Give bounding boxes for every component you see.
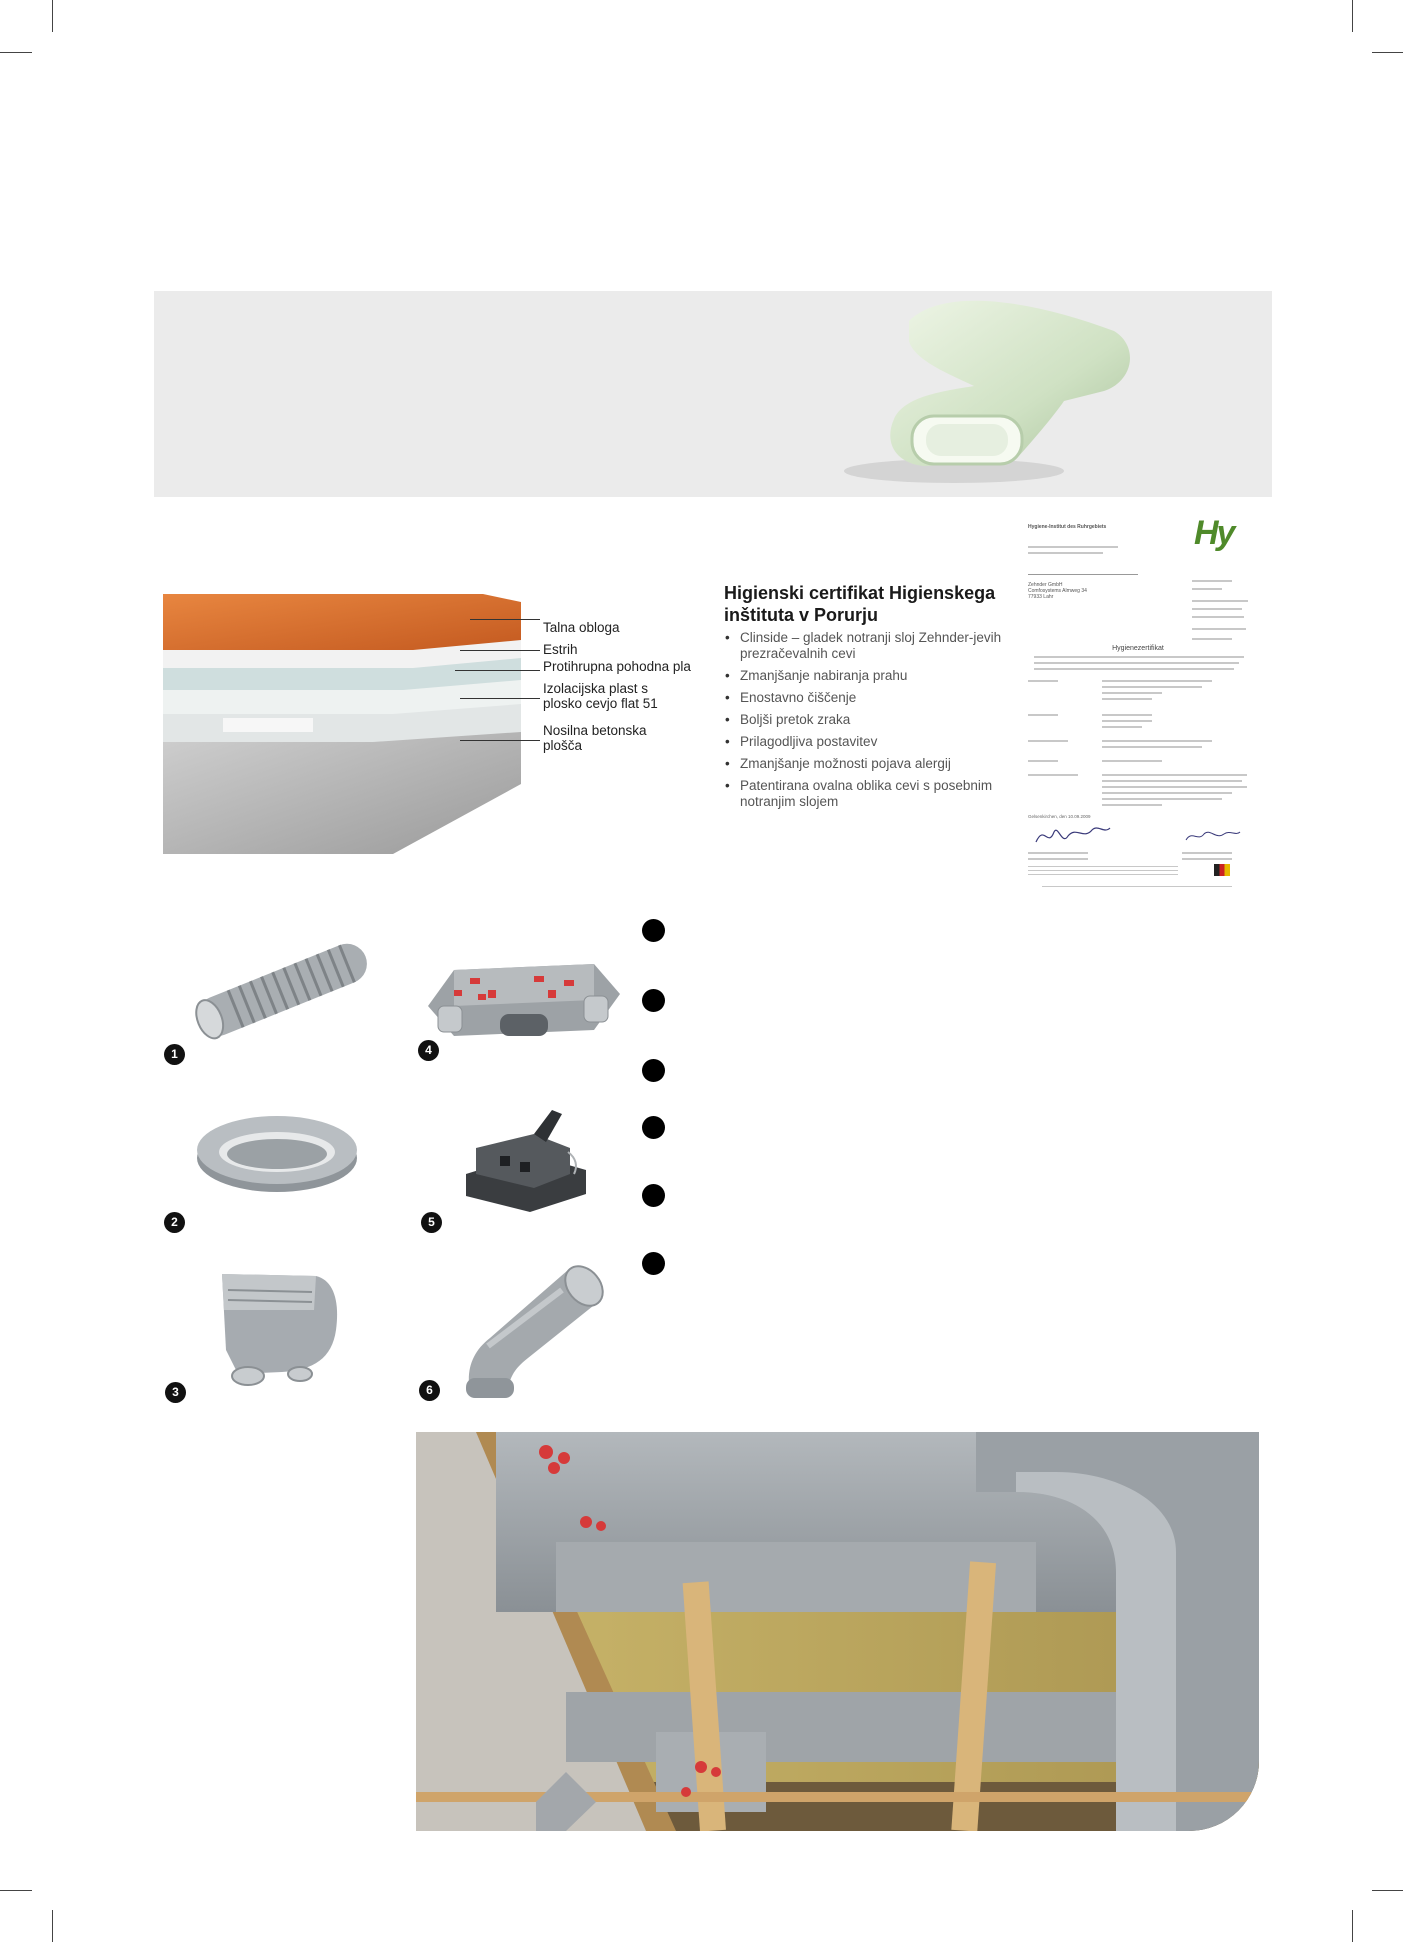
certificate-title: Hygienezertifikat bbox=[1112, 645, 1164, 652]
institute-name: Hygiene-Institut des Ruhrgebiets bbox=[1028, 524, 1107, 530]
product-number-1: 1 bbox=[164, 1044, 185, 1065]
installation-photo bbox=[416, 1432, 1259, 1831]
crop-mark bbox=[1352, 1910, 1353, 1942]
certificate-document bbox=[1022, 514, 1254, 892]
legend-dot-4 bbox=[642, 1116, 665, 1139]
crop-mark bbox=[52, 1910, 53, 1942]
legend-dot-1 bbox=[642, 919, 665, 942]
oval-connector-ring-icon bbox=[192, 1112, 362, 1196]
certificate-date: Gelsenkirchen, den 10.09.2009 bbox=[1028, 814, 1091, 819]
crop-mark bbox=[0, 52, 32, 53]
duct-bend-outlet-icon bbox=[218, 1270, 343, 1390]
top-banner bbox=[154, 291, 1272, 497]
leader-line bbox=[455, 670, 540, 671]
floor-cross-section bbox=[163, 594, 521, 854]
hy-logo: Hy bbox=[1194, 514, 1234, 552]
round-elbow-adapter-icon bbox=[448, 1262, 608, 1402]
benefits-list bbox=[722, 630, 1012, 816]
benefit-item: • Clinside – gladek notranji sloj Zehnder-jevih prezračevalnih cevi bbox=[722, 630, 1012, 662]
crop-mark bbox=[1372, 1890, 1403, 1891]
legend-dot-3 bbox=[642, 1059, 665, 1082]
product-number-6: 6 bbox=[419, 1380, 440, 1401]
crop-mark bbox=[0, 1890, 32, 1891]
benefit-item: • Patentirana ovalna oblika cevi s posebnim notranjim slojem bbox=[722, 778, 1012, 810]
addressee: Zehnder GmbH Comfosystems Almweg 34 77933 Lahr bbox=[1028, 582, 1087, 600]
floor-outlet-box-icon bbox=[460, 1104, 590, 1214]
leader-line bbox=[470, 619, 540, 620]
leader-line bbox=[460, 650, 540, 651]
layer-label: Protihrupna pohodna pla bbox=[543, 659, 691, 674]
certificate-heading: Higienski certifikat Higienskega inštituta v Porurju bbox=[724, 583, 996, 625]
benefit-item: • Zmanjšanje možnosti pojava alergij bbox=[722, 756, 1012, 772]
legend-dot-2 bbox=[642, 989, 665, 1012]
layer-label: Talna obloga bbox=[543, 620, 620, 635]
legend-dot-6 bbox=[642, 1252, 665, 1275]
layer-label: Nosilna betonska plošča bbox=[543, 723, 647, 753]
product-number-3: 3 bbox=[165, 1382, 186, 1403]
seal-icon bbox=[1214, 864, 1230, 876]
legend-dot-5 bbox=[642, 1184, 665, 1207]
product-number-5: 5 bbox=[421, 1212, 442, 1233]
flat-duct-elbow-image bbox=[154, 291, 1272, 497]
benefit-item: • Enostavno čiščenje bbox=[722, 690, 1012, 706]
benefit-item: • Prilagodljiva postavitev bbox=[722, 734, 1012, 750]
layer-label: Estrih bbox=[543, 642, 578, 657]
crop-mark bbox=[1372, 52, 1403, 53]
signature-right bbox=[1182, 826, 1242, 846]
product-number-2: 2 bbox=[164, 1212, 185, 1233]
signature-left bbox=[1032, 820, 1112, 850]
leader-line bbox=[460, 698, 540, 699]
crop-mark bbox=[52, 0, 53, 32]
flexible-oval-duct-icon bbox=[182, 940, 382, 1040]
installation-photo-illustration bbox=[416, 1432, 1259, 1831]
leader-line bbox=[460, 740, 540, 741]
layer-label: Izolacijska plast s plosko cevjo flat 51 bbox=[543, 681, 658, 711]
benefit-item: • Zmanjšanje nabiranja prahu bbox=[722, 668, 1012, 684]
distribution-box-icon bbox=[424, 950, 624, 1045]
product-number-4: 4 bbox=[418, 1040, 439, 1061]
crop-mark bbox=[1352, 0, 1353, 32]
benefit-item: • Boljši pretok zraka bbox=[722, 712, 1012, 728]
